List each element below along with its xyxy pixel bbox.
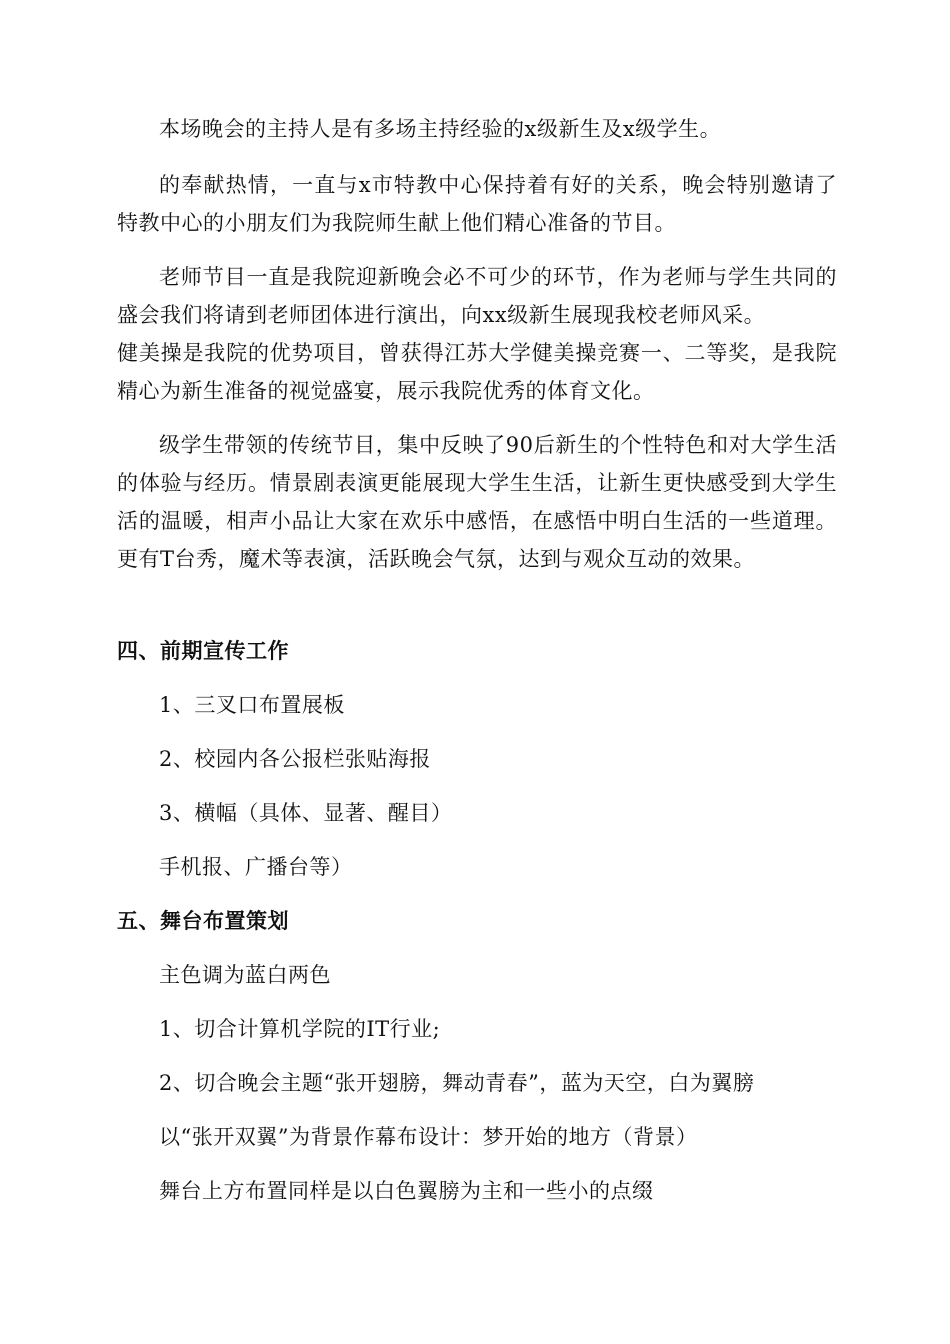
paragraph-host: 本场晚会的主持人是有多场主持经验的x级新生及x级学生。 [159, 117, 722, 141]
paragraph-teacher-program: 老师节目一直是我院迎新晚会必不可少的环节，作为老师与学生共同的盛会我们将请到老师团体进行演出，向xx级新生展现我校老师风采。 [117, 265, 837, 327]
paragraph-traditional-program: 级学生带领的传统节目，集中反映了90后新生的个性特色和对大学生活的体验与经历。情景剧表演更能展现大学生生活，让新生更快感受到大学生活的温暖，相声小品让大家在欢乐中感悟，在感悟中明白生活的一些道理。更有T台秀，魔术等表演，活跃晚会气氛，达到与观众互动的效果。 [117, 433, 837, 571]
list-item: 1、三叉口布置展板 [159, 693, 345, 717]
paragraph-aerobics: 健美操是我院的优势项目，曾获得江苏大学健美操竞赛一、二等奖，是我院精心为新生准备的视觉盛宴，展示我院优秀的体育文化。 [117, 341, 837, 403]
section-heading-stage: 五、舞台布置策划 [117, 909, 289, 933]
section-heading-publicity: 四、前期宣传工作 [117, 639, 289, 663]
list-item: 以“张开双翼”为背景作幕布设计：梦开始的地方（背景） [159, 1125, 698, 1149]
list-item: 主色调为蓝白两色 [159, 963, 331, 987]
list-item: 舞台上方布置同样是以白色翼膀为主和一些小的点缀 [159, 1179, 654, 1203]
paragraph-special-education: 的奉献热情，一直与x市特教中心保持着有好的关系，晚会特别邀请了特教中心的小朋友们为我院师生献上他们精心准备的节目。 [117, 173, 837, 235]
list-item: 3、横幅（具体、显著、醒目） [159, 801, 453, 825]
list-item: 2、校园内各公报栏张贴海报 [159, 747, 431, 771]
list-item: 手机报、广播台等） [159, 855, 353, 879]
list-item: 1、切合计算机学院的IT行业; [159, 1017, 441, 1041]
list-item: 2、切合晚会主题“张开翅膀，舞动青春”，蓝为天空，白为翼膀 [159, 1071, 755, 1095]
